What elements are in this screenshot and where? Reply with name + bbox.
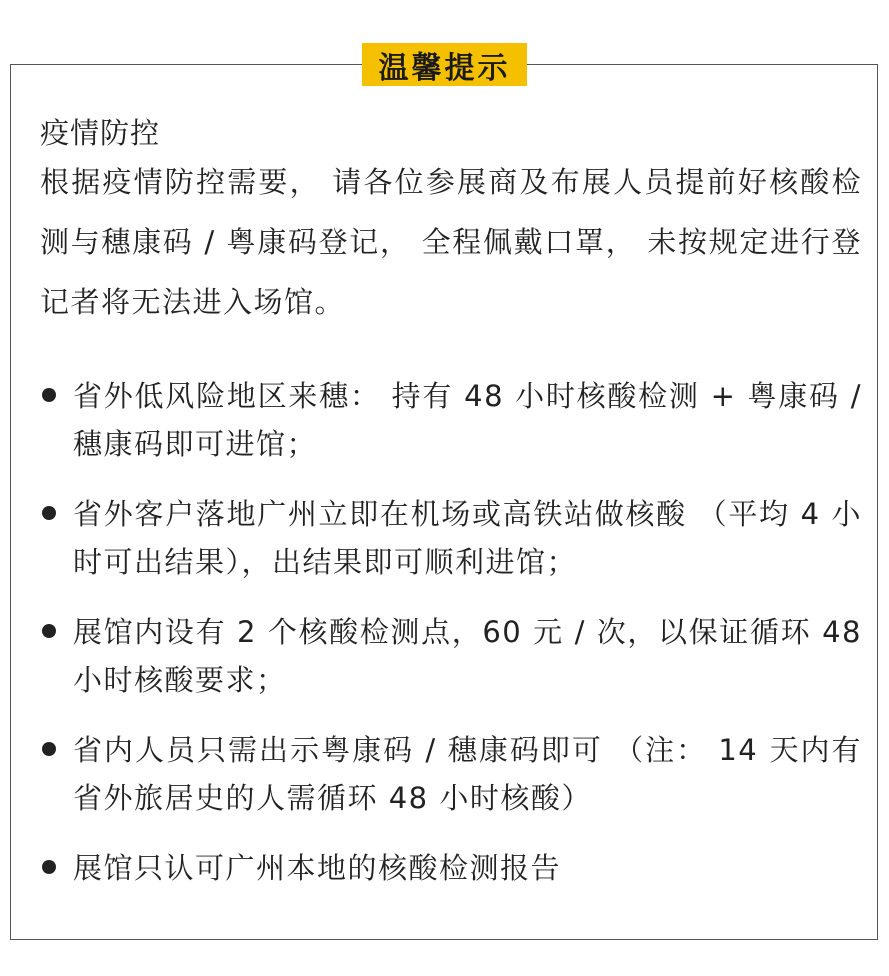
bullet-dot-icon	[42, 506, 56, 520]
section-heading: 疫情防控	[40, 116, 161, 150]
list-item	[40, 372, 862, 468]
list-item-text: 展馆内设有 2 个核酸检测点，60 元 / 次，以保证循环 48 小时核酸要求；	[73, 615, 862, 697]
notice-content	[40, 104, 862, 332]
list-item	[40, 844, 862, 892]
bullet-dot-icon	[42, 860, 56, 874]
list-item	[40, 608, 862, 704]
bullet-dot-icon	[42, 624, 56, 638]
list-item-text: 省外低风险地区来穗： 持有 48 小时核酸检测 + 粤康码 / 穗康码即可进馆；	[73, 379, 862, 461]
list-item-text: 省内人员只需出示粤康码 / 穗康码即可 （注： 14 天内有省外旅居史的人需循环 48 小时核酸）	[73, 733, 862, 815]
notice-banner	[362, 43, 527, 86]
bullet-dot-icon	[42, 742, 56, 756]
banner-title: 温馨提示	[378, 50, 511, 86]
section-paragraph: 根据疫情防控需要， 请各位参展商及布展人员提前好核酸检测与穗康码 / 粤康码登记， 全程佩戴口罩， 未按规定进行登记者将无法进入场馆。	[40, 165, 862, 319]
list-item	[40, 490, 862, 586]
list-item-text: 展馆只认可广州本地的核酸检测报告	[73, 851, 562, 885]
bullet-dot-icon	[42, 388, 56, 402]
list-item	[40, 726, 862, 822]
requirements-list	[40, 372, 862, 892]
list-item-text: 省外客户落地广州立即在机场或高铁站做核酸 （平均 4 小时可出结果），出结果即可顺利进馆；	[73, 497, 862, 579]
